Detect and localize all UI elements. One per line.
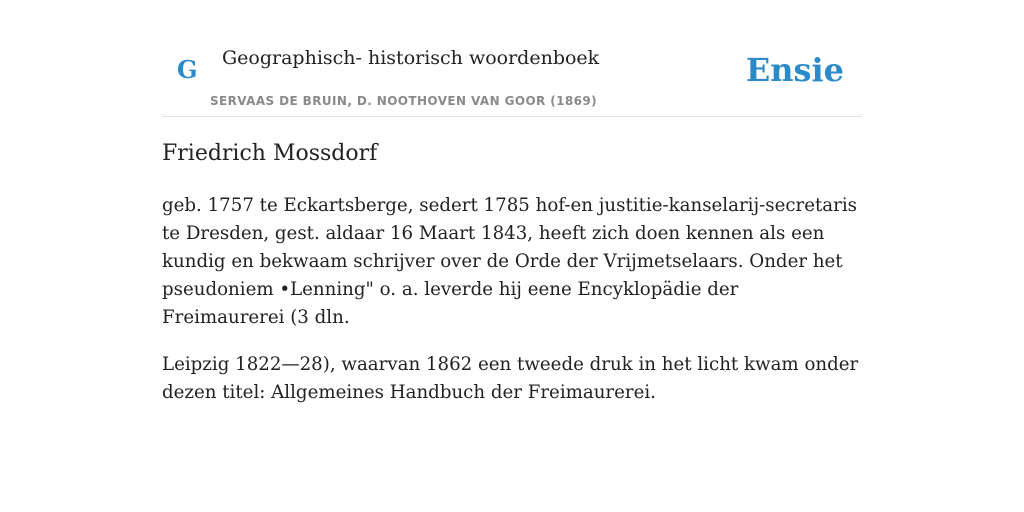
ensie-logo-link[interactable]: Ensie [745, 51, 844, 89]
entry-title: Friedrich Mossdorf [162, 141, 378, 166]
entry-paragraph: geb. 1757 te Eckartsberge, sedert 1785 hof-en justitie-kanselarij-secretaris te Dresden, gest. aldaar 16 Maart 1843, heeft zich doen kennen als een kundig en bekwaam schrijver over de Orde der Vrijmetselaars. Onder het pseudoniem •Lenning" o. a. leverde hij eene Encyklopädie der Freimaurerei (3 dln. [162, 195, 857, 328]
book-header [162, 0, 862, 117]
book-letter-icon[interactable]: G [177, 55, 198, 84]
entry-paragraph: Leipzig 1822—28), waarvan 1862 een tweede druk in het licht kwam onder dezen titel: Allgemeines Handbuch der Freimaurerei. [162, 354, 859, 403]
entry-body [162, 192, 862, 426]
book-authors: SERVAAS DE BRUIN, D. NOOTHOVEN VAN GOOR (1869) [210, 94, 598, 108]
book-title-link[interactable]: Geographisch- historisch woordenboek [222, 47, 600, 69]
